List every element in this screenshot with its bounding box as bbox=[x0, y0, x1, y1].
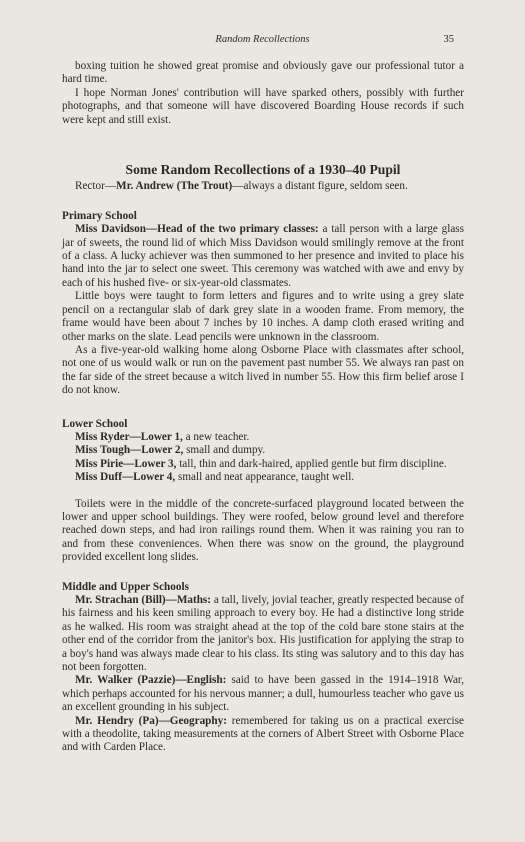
running-header bbox=[0, 34, 525, 48]
teacher-name: Miss Pirie—Lower 3, bbox=[75, 457, 177, 470]
teacher-description: a new teacher. bbox=[182, 430, 250, 443]
lower-teacher-3 bbox=[62, 458, 464, 471]
rector-line bbox=[62, 180, 464, 193]
teacher-name: Mr. Walker (Pazzie)—English: bbox=[75, 674, 227, 687]
teacher-name: Miss Tough—Lower 2, bbox=[75, 444, 184, 457]
rector-name: Mr. Andrew (The Trout) bbox=[116, 180, 233, 193]
page-body bbox=[62, 60, 464, 755]
teacher-description: small and neat appearance, taught well. bbox=[175, 471, 355, 484]
intro-paragraph-1: boxing tuition he showed great promise and obviously gave our professional tutor a hard time. bbox=[62, 60, 464, 86]
lower-teacher-1 bbox=[62, 431, 464, 444]
page-number: 35 bbox=[443, 34, 454, 45]
teacher-name: Miss Davidson—Head of the two primary classes: bbox=[75, 223, 319, 236]
lower-teacher-2 bbox=[62, 444, 464, 457]
teacher-name: Mr. Strachan (Bill)—Maths: bbox=[75, 594, 212, 606]
rector-prefix: Rector— bbox=[75, 180, 117, 193]
primary-paragraph-2: Little boys were taught to form letters and figures and to write using a grey slate pencil on a rectangular slab of dark grey slate in a wooden frame. From memory, the frame would have been about 7 inches by 10 inches. A damp cloth erased writing and other marks on the slate. Lead pencils were unknown in the classroom. bbox=[62, 290, 464, 343]
teacher-description: a tall person with a large glass jar of sweets, the round lid of which Miss Davidson would smilingly remove at the front of a class. A lucky achiever was then summoned to her presence and invited to place his hand into the jar to select one sweet. This ceremony was watched with awe and envy by each of his hushed five- or six-year-old classmates. bbox=[62, 223, 465, 289]
primary-paragraph-3: As a five-year-old walking home along Osborne Place with classmates after school, not one of us would walk or run on the pavement past number 55. We always ran past on the far side of the street because a witch lived in number 55. How this firm belief arose I do not know. bbox=[62, 343, 464, 397]
section-title-upper: Middle and Upper Schools bbox=[62, 580, 189, 593]
upper-teacher-2 bbox=[62, 674, 464, 714]
teacher-description: small and dumpy. bbox=[183, 444, 266, 457]
teacher-description: said to have been gassed in the 1914–1918 War, which perhaps accounted for his nervous manner; a dull, humourless teacher who gave us an excellent grounding in his subject. bbox=[62, 674, 464, 714]
upper-teacher-1 bbox=[62, 594, 464, 674]
running-title: Random Recollections bbox=[215, 34, 310, 45]
teacher-description: a tall, lively, jovial teacher, greatly respected because of his fairness and his keen smiling approach to every boy. He had a distinctive long stride as he walked. His room was straight ahead at the top of the cold bare stone stairs at the other end of the corridor from the janitor's box. His justification for applying the strap to a boy's hand was always made clear to his class. Its sting was salutory and to this day has not been forgotten. bbox=[62, 594, 464, 674]
upper-teacher-3 bbox=[62, 715, 464, 755]
primary-paragraph-1 bbox=[62, 223, 464, 290]
section-title-lower: Lower School bbox=[62, 417, 128, 430]
teacher-name: Miss Duff—Lower 4, bbox=[75, 471, 176, 484]
teacher-name: Miss Ryder—Lower 1, bbox=[75, 430, 183, 443]
lower-teacher-4 bbox=[62, 471, 464, 484]
teacher-name: Mr. Hendry (Pa)—Geography: bbox=[75, 714, 227, 727]
article-title: Some Random Recollections of a 1930–40 Pupil bbox=[125, 162, 401, 178]
toilets-paragraph: Toilets were in the middle of the concrete-surfaced playground located between the lower and upper school buildings. They were roofed, below ground level and therefore reached down steps, and had iron railings round them. When it was raining you ran to and from these conveniences. When there was snow on the ground, the playground provided excellent long slides. bbox=[62, 497, 464, 564]
intro-paragraph-2: I hope Norman Jones' contribution will have sparked others, possibly with further photographs, and that someone will have discovered Boarding House records if such were kept and still exist. bbox=[62, 86, 464, 126]
rector-text: —always a distant figure, seldom seen. bbox=[232, 180, 408, 193]
section-title-primary: Primary School bbox=[62, 209, 137, 222]
teacher-description: remembered for taking us on a practical exercise with a theodolite, taking measurements at the corners of Albert Street with Osborne Place and with Carden Place. bbox=[62, 714, 464, 754]
teacher-description: tall, thin and dark-haired, applied gentle but firm discipline. bbox=[176, 457, 447, 470]
